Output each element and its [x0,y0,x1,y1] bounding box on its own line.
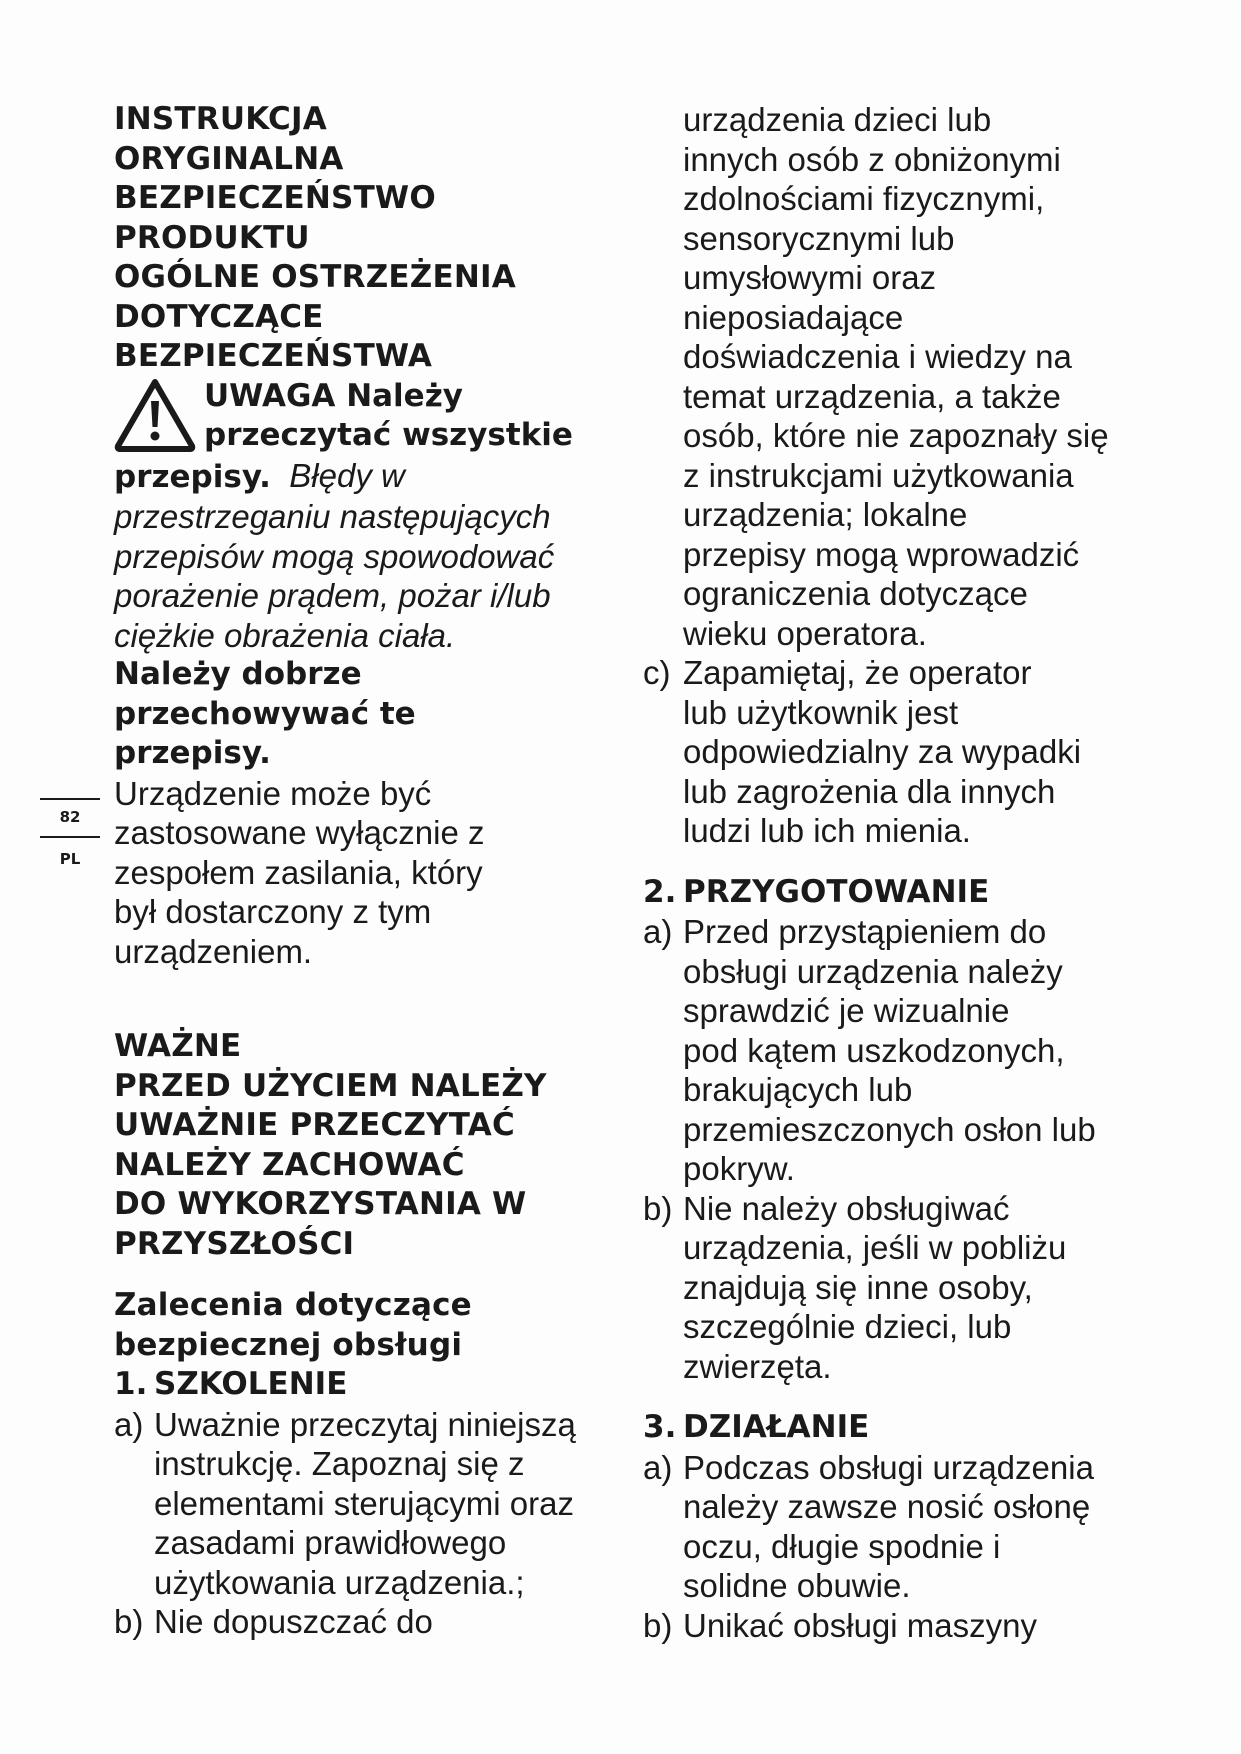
section-1-item-b-continued: urządzenia dzieci lub innych osób z obniżonymi zdolnościami fizycznymi, sensorycznymi lub umysłowymi oraz nieposiadające doświadczenia i wiedzy na temat urządzenia, a także osób, które nie zapoznały się z instrukcjami użytkowania urządzenia; lokalne przepisy mogą wprowadzić ograniczenia dotyczące wieku operatora. [683,101,1109,652]
warning-italic-line: przestrzeganiu następujących [114,498,551,535]
section-3-title: 3. DZIAŁANIE [643,1409,870,1445]
heading-line: Zalecenia dotyczące [114,1287,472,1323]
heading-line: NALEŻY ZACHOWAĆ [114,1146,465,1183]
section-2-title: 2. PRZYGOTOWANIE [643,873,990,910]
heading-line: PRODUKTU [114,219,310,256]
warning-line: przepisy. Błędy w [114,456,405,495]
warning-line: UWAGA Należy [204,377,463,414]
heading-line: bezpiecznej obsługi [114,1326,463,1363]
heading-line: OGÓLNE OSTRZEŻENIA [114,259,516,295]
main-heading [114,100,614,377]
paragraph-line: urządzeniem. [114,932,313,970]
power-supply-note [114,774,614,972]
important-heading [114,1027,614,1264]
right-column [643,100,1163,1645]
heading-line: BEZPIECZEŃSTWA [114,338,433,374]
heading-line: DOTYCZĄCE [114,298,324,335]
page-number: 82 [59,808,81,826]
section-1-item-c: c) Zapamiętaj, że operator lub użytkownik jest odpowiedzialny za wypadki lub zagrożenia dla innych ludzi lub ich mienia. [643,654,1082,849]
keep-rules-line: Należy dobrze [114,656,362,692]
section-2-item-b: b) Nie należy obsługiwać urządzenia, jeśli w pobliżu znajdują się inne osoby, szczególnie dzieci, lub zwierzęta. [643,1189,1067,1385]
warning-italic-line: ciężkie obrażenia ciała. [114,616,456,654]
heading-line: ORYGINALNA [114,140,344,177]
item-marker: b) [114,1603,144,1640]
item-marker: a) [643,1448,673,1486]
left-column [114,100,614,1642]
item-marker: c) [643,654,671,691]
item-marker: b) [643,1189,673,1227]
section-1-item-b: b) Nie dopuszczać do [114,1603,433,1640]
section-1-title: 1. SZKOLENIE [114,1366,348,1402]
warning-line: przeczytać wszystkie [204,417,573,453]
heading-line: WAŻNE [114,1028,242,1064]
warning-italic-line: porażenie prądem, pożar i/lub [114,577,551,614]
paragraph-line: Urządzenie może być [114,774,432,812]
keep-rules-line: przepisy. [114,735,271,771]
paragraph-line: był dostarczony z tym [114,893,432,930]
heading-line: PRZYSZŁOŚCI [114,1225,355,1262]
heading-line: BEZPIECZEŃSTWO [114,180,436,216]
warning-italic-line: przepisów mogą spowodować [114,537,555,575]
keep-rules-line: przechowywać te [114,695,416,732]
page-language: PL [59,850,81,868]
page-number-rule-top [40,798,100,800]
item-marker: a) [643,913,673,950]
warning-block [114,377,614,774]
section-3-item-a: a) Podczas obsługi urządzenia należy zawsze nosić osłonę oczu, długie spodnie i solidne obuwie. [643,1448,1094,1604]
heading-line: DO WYKORZYSTANIA W [114,1186,527,1222]
page-number-rule-bottom [40,836,100,838]
section-1-item-a: a) Uważnie przeczytaj niniejszą instrukcję. Zapoznaj się z elementami sterującymi oraz zasadami prawidłowego użytkowania urządzenia.; [114,1405,576,1601]
warning-triangle-icon [114,377,196,453]
recommendations-heading [114,1286,614,1365]
paragraph-line: zastosowane wyłącznie z [114,814,485,851]
heading-line: PRZED UŻYCIEM NALEŻY [114,1067,547,1104]
heading-line: INSTRUKCJA [114,101,327,137]
section-3-item-b: b) Unikać obsługi maszyny [643,1606,1037,1644]
paragraph-line: zespołem zasilania, który [114,853,483,891]
section-2-item-a: a) Przed przystąpieniem do obsługi urządzenia należy sprawdzić je wizualnie pod kątem uszkodzonych, brakujących lub przemieszczonych osłon lub pokryw. [643,913,1096,1187]
heading-line: UWAŻNIE PRZECZYTAĆ [114,1107,515,1143]
item-marker: b) [643,1606,673,1644]
item-marker: a) [114,1405,144,1443]
